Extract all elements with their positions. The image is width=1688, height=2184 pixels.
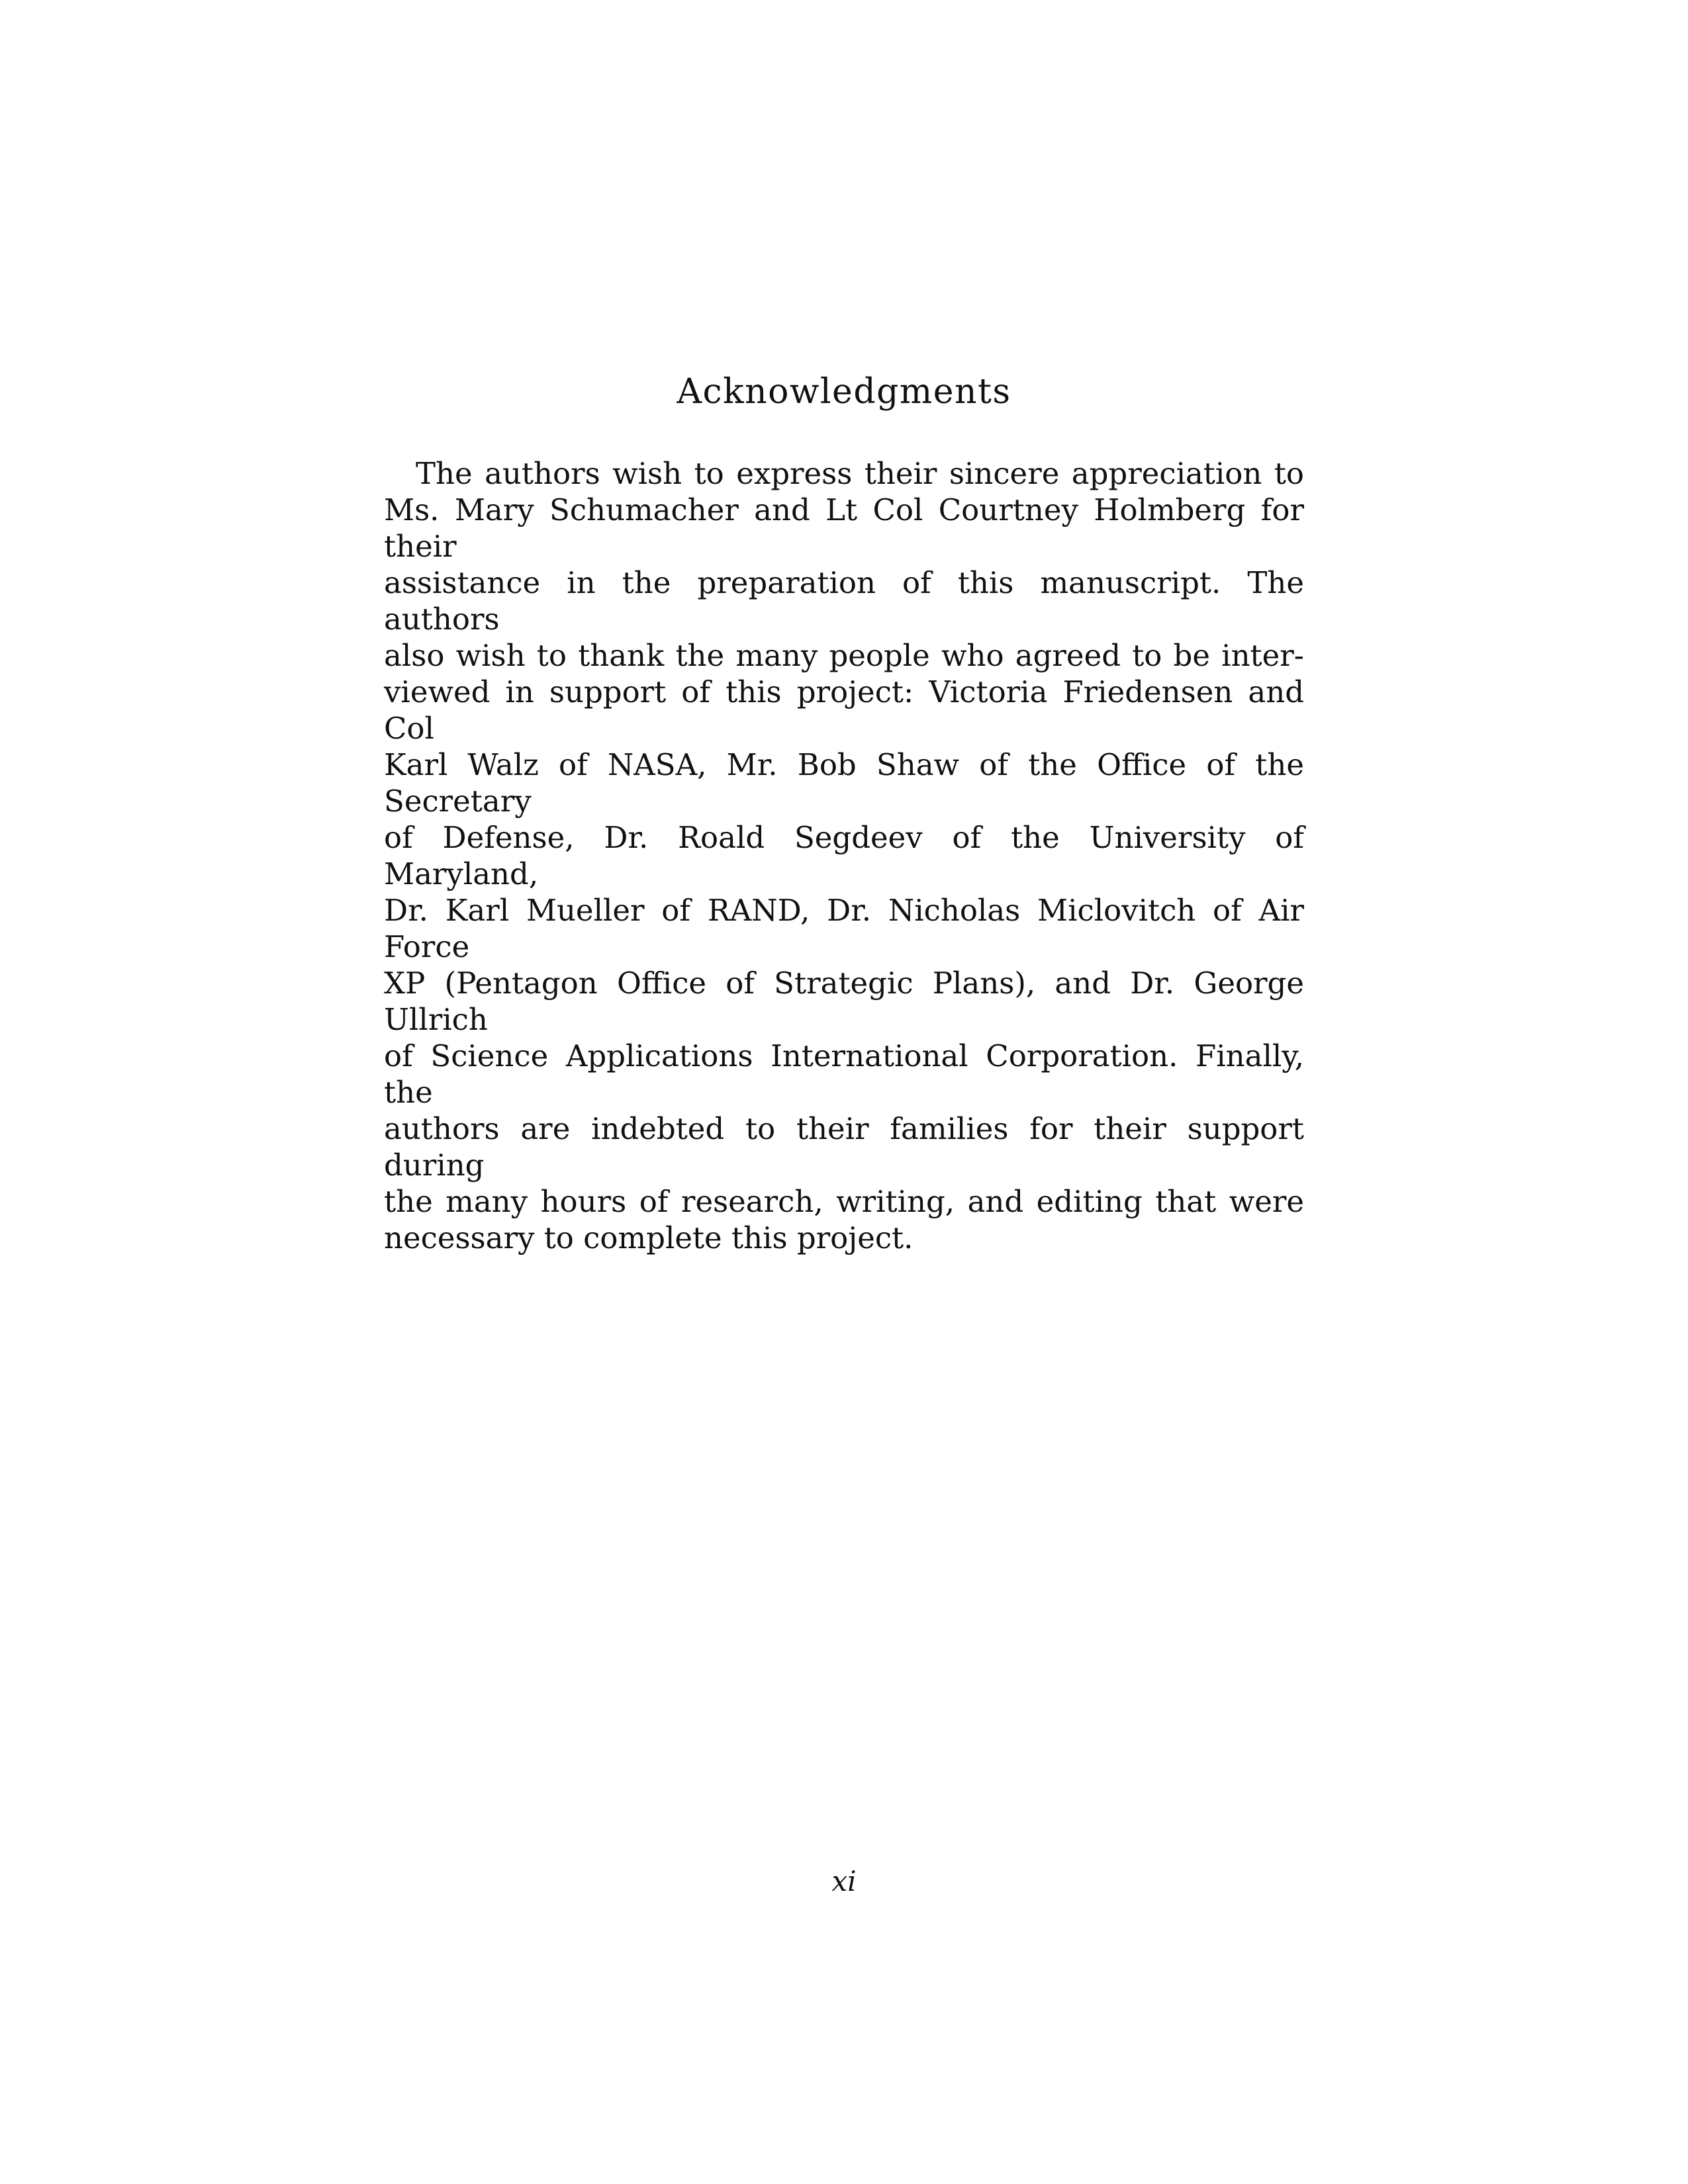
paragraph-line: Ms. Mary Schumacher and Lt Col Courtney Holmberg for their <box>384 492 1304 564</box>
paragraph-line: viewed in support of this project: Victoria Friedensen and Col <box>384 674 1304 746</box>
paragraph-line: Karl Walz of NASA, Mr. Bob Shaw of the Office of the Secretary <box>384 747 1304 819</box>
page-number: xi <box>831 1865 857 1897</box>
paragraph-line: the many hours of research, writing, and editing that were <box>384 1184 1304 1219</box>
page-title: Acknowledgments <box>677 372 1011 412</box>
paragraph-line: XP (Pentagon Office of Strategic Plans), and Dr. George Ullrich <box>384 966 1304 1037</box>
paragraph-line: Dr. Karl Mueller of RAND, Dr. Nicholas Miclovitch of Air Force <box>384 893 1304 964</box>
paragraph-line: authors are indebted to their families for their support during <box>384 1111 1304 1183</box>
paragraph-line: of Defense, Dr. Roald Segdeev of the University of Maryland, <box>384 820 1304 891</box>
paragraph-line: necessary to complete this project. <box>384 1220 914 1255</box>
paragraph-line: also wish to thank the many people who agreed to be inter- <box>384 638 1304 673</box>
acknowledgments-paragraph <box>384 455 1304 1256</box>
paragraph-line: The authors wish to express their sincere appreciation to <box>416 456 1304 491</box>
paragraph-line: assistance in the preparation of this manuscript. The authors <box>384 565 1304 637</box>
paragraph-line: of Science Applications International Corporation. Finally, the <box>384 1038 1304 1110</box>
